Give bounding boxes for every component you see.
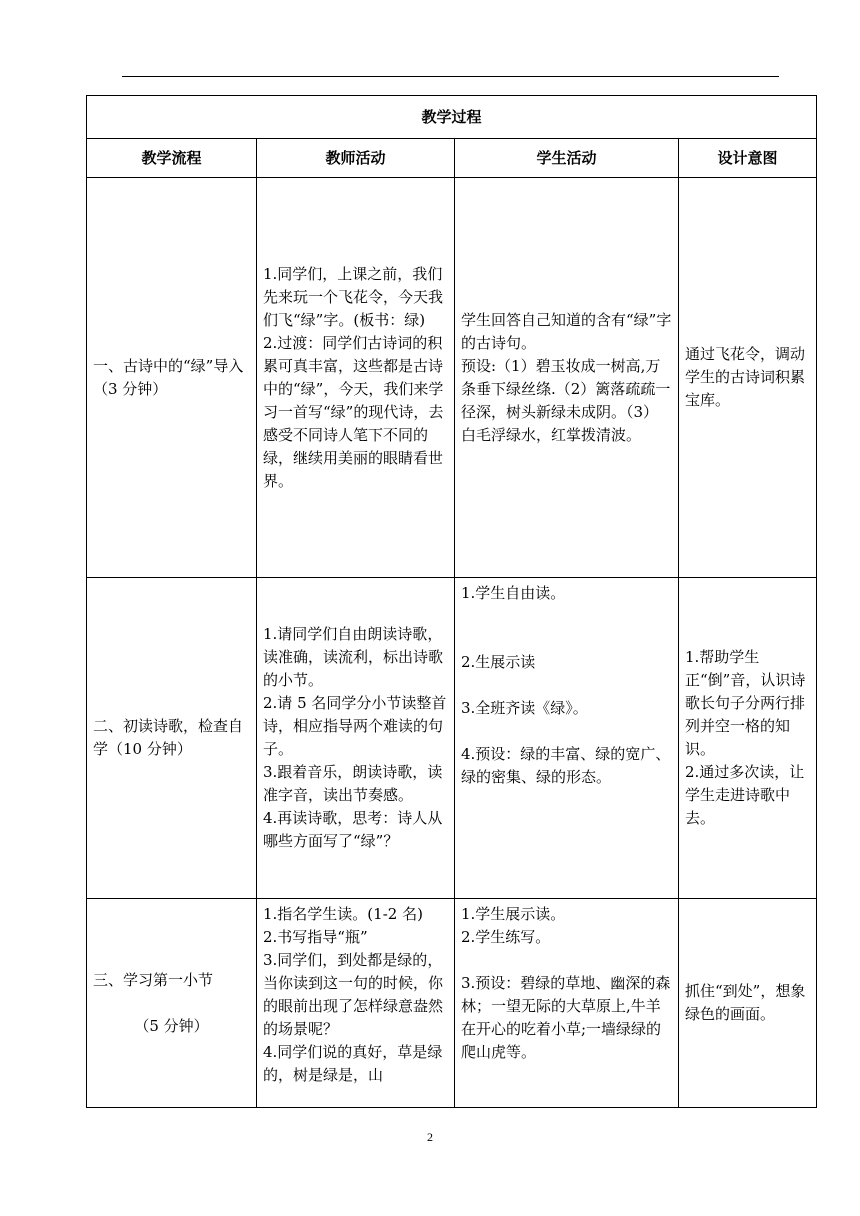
teacher-step: 4.同学们说的真好，草是绿的，树是绿是，山 [263, 1043, 443, 1084]
student-step: 2.学生练写。 [461, 928, 551, 946]
header-intent: 设计意图 [679, 139, 817, 178]
teacher-step: 3.同学们，到处都是绿的，当你读到这一句的时候，你的眼前出现了怎样绿意盎然的场景呢？ [263, 951, 444, 1038]
teacher-step: 1.请同学们自由朗读诗歌，读准确，读流利，标出诗歌的小节。 [263, 625, 444, 689]
teacher-step: 2.过渡：同学们古诗词的积累可真丰富，这些都是古诗中的“绿”，今天，我们来学习一首写“绿”的现代诗，去感受不同诗人笔下不同的绿，继续用美丽的眼睛看世界。 [263, 333, 444, 490]
intent-cell [679, 899, 817, 1108]
intent-text: 抓住“到处”，想象绿色的画面。 [685, 982, 806, 1023]
teaching-process-table [86, 95, 817, 1108]
intent-text: 1.帮助学生正“倒”音，认识诗歌长句子分两行排列并空一格的知识。 [685, 648, 806, 758]
table-title: 教学过程 [87, 96, 817, 139]
student-cell [455, 578, 679, 899]
teacher-cell [257, 578, 455, 899]
header-teacher: 教师活动 [257, 139, 455, 178]
student-step: 1.学生自由读。 [461, 584, 566, 602]
teacher-cell [257, 899, 455, 1108]
table-row [87, 578, 817, 899]
teacher-step: 2.书写指导“瓶” [263, 928, 368, 946]
student-step: 预设:（1）碧玉妆成一树高,万条垂下绿丝绦.（2）篱落疏疏一径深，树头新绿未成阴。（3）白毛浮绿水，红掌拨清波。 [461, 356, 671, 444]
student-cell [455, 178, 679, 578]
page-number: 2 [427, 1130, 433, 1144]
intent-text: 通过飞花令，调动学生的古诗词积累宝库。 [685, 345, 806, 409]
teacher-step: 1.同学们，上课之前，我们先来玩一个飞花令，今天我们飞“绿”字。(板书：绿) [263, 264, 444, 329]
stage-text: 一、古诗中的“绿”导入（3 分钟） [93, 356, 244, 398]
teacher-step: 2.请 5 名同学分小节读整首诗，相应指导两个难读的句子。 [263, 694, 447, 758]
intent-cell [679, 578, 817, 899]
stage-text: 二、初读诗歌，检查自学（10 分钟） [93, 717, 244, 758]
stage-text: 三、学习第一小节 [93, 970, 214, 989]
stage-cell [87, 578, 257, 899]
student-step: 学生回答自己知道的含有“绿”字的古诗句。 [461, 310, 672, 352]
teacher-step: 4.再读诗歌，思考：诗人从哪些方面写了“绿”？ [263, 809, 443, 850]
stage-duration: （5 分钟） [134, 1016, 209, 1035]
header-rule [122, 76, 779, 77]
teacher-step: 1.指名学生读。(1-2 名) [263, 905, 423, 923]
student-step: 1.学生展示读。 [461, 905, 566, 923]
teacher-cell [257, 178, 455, 578]
stage-cell [87, 899, 257, 1108]
stage-cell [87, 178, 257, 578]
table-row [87, 899, 817, 1108]
header-stage: 教学流程 [87, 139, 257, 178]
table-row [87, 178, 817, 578]
student-step: 3.全班齐读《绿》。 [461, 699, 588, 717]
student-step: 4.预设：绿的丰富、绿的宽广、绿的密集、绿的形态。 [461, 745, 671, 786]
header-student: 学生活动 [455, 139, 679, 178]
student-step: 3.预设：碧绿的草地、幽深的森林；一望无际的大草原上,牛羊在开心的吃着小草;一墙绿绿的爬山虎等。 [461, 974, 671, 1061]
intent-text: 2.通过多次读，让学生走进诗歌中去。 [685, 763, 805, 827]
student-step: 2.生展示读 [461, 653, 536, 671]
intent-cell [679, 178, 817, 578]
teacher-step: 3.跟着音乐，朗读诗歌，读准字音，读出节奏感。 [263, 763, 443, 804]
student-cell [455, 899, 679, 1108]
